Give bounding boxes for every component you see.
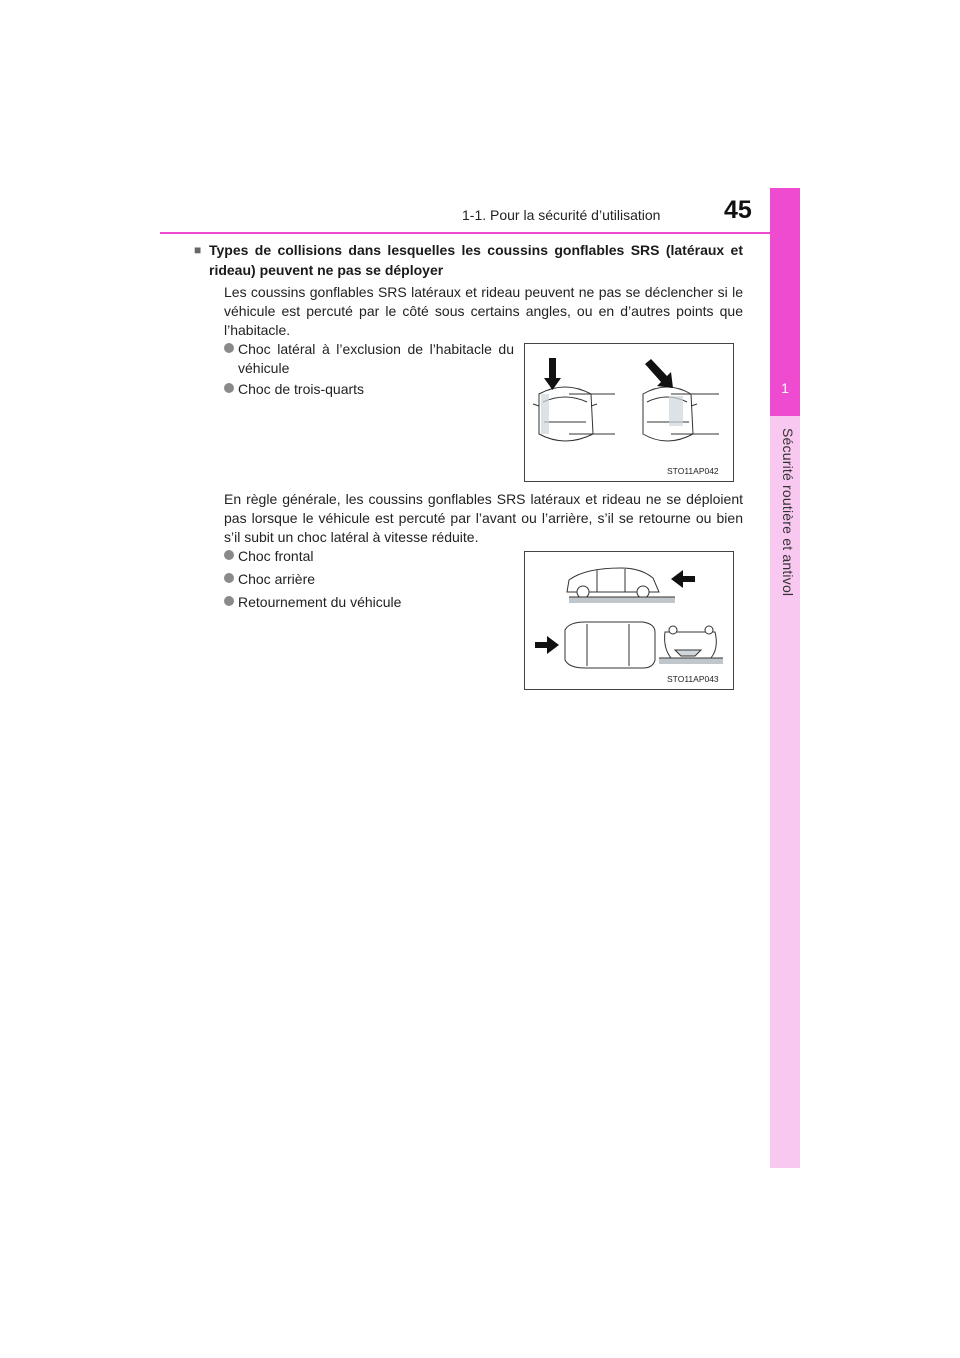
side-impact-illustration xyxy=(525,344,733,481)
list-item xyxy=(224,340,514,378)
list-item-text: Choc frontal xyxy=(238,548,314,564)
chapter-number-tab[interactable] xyxy=(770,188,800,416)
figure-code: STO11AP042 xyxy=(667,466,719,476)
non-deploy-figure xyxy=(524,551,734,690)
car-top-view-icon xyxy=(565,622,655,668)
car-side-view-icon xyxy=(567,568,659,598)
ground-shading xyxy=(569,597,675,603)
bullet-dot-icon xyxy=(224,343,234,353)
section-title: 1-1. Pour la sécurité d’utilisation xyxy=(462,207,661,223)
heading-text: Types de collisions dans lesquelles les coussins gonflables SRS (latéraux et rideau) peuvent ne pas se déployer xyxy=(209,242,743,278)
car-top-view-icon xyxy=(533,387,615,441)
ground-shading xyxy=(659,658,723,664)
list-item-text: Choc de trois-quarts xyxy=(238,381,365,397)
bullet-dot-icon xyxy=(224,596,234,606)
bullet-dot-icon xyxy=(224,383,234,393)
car-top-view-icon xyxy=(643,387,719,441)
list-item xyxy=(224,593,504,612)
chapter-number: 1 xyxy=(781,380,789,396)
list-item xyxy=(224,547,504,566)
intro-paragraph: Les coussins gonflables SRS latéraux et rideau peuvent ne pas se déclencher si le véhicule est percuté par le côté sous certains angles, ou en d’autres points que l’habitacle. xyxy=(224,284,743,338)
bullet-dot-icon xyxy=(224,573,234,583)
impact-arrow-icon xyxy=(535,636,559,654)
impact-arrow-icon xyxy=(544,358,561,390)
list-item-text: Choc latéral à l’exclusion de l’habitacle du véhicule xyxy=(238,341,514,376)
page-number: 45 xyxy=(724,196,752,224)
car-rollover-icon xyxy=(665,626,717,658)
paragraph-2: En règle générale, les coussins gonflables SRS latéraux et rideau ne se déploient pas lorsque le véhicule est percuté par l’avant ou l’arrière, s’il se retourne ou bien s’il subit un choc latéral à vitesse réduite. xyxy=(224,491,743,545)
figure-code: STO11AP043 xyxy=(667,674,719,684)
impact-arrow-icon xyxy=(645,359,673,388)
list-item xyxy=(224,570,504,589)
bullet-dot-icon xyxy=(224,550,234,560)
list-item-text: Retournement du véhicule xyxy=(238,594,402,610)
side-impact-figure xyxy=(524,343,734,482)
section-heading xyxy=(194,240,743,280)
header-divider xyxy=(160,232,800,234)
list-item xyxy=(224,380,514,399)
chapter-title: Sécurité routière et antivol xyxy=(780,428,796,597)
list-item-text: Choc arrière xyxy=(238,571,316,587)
impact-arrow-icon xyxy=(671,570,695,588)
non-deploy-illustration xyxy=(525,552,733,689)
square-bullet-icon: ■ xyxy=(194,243,202,257)
